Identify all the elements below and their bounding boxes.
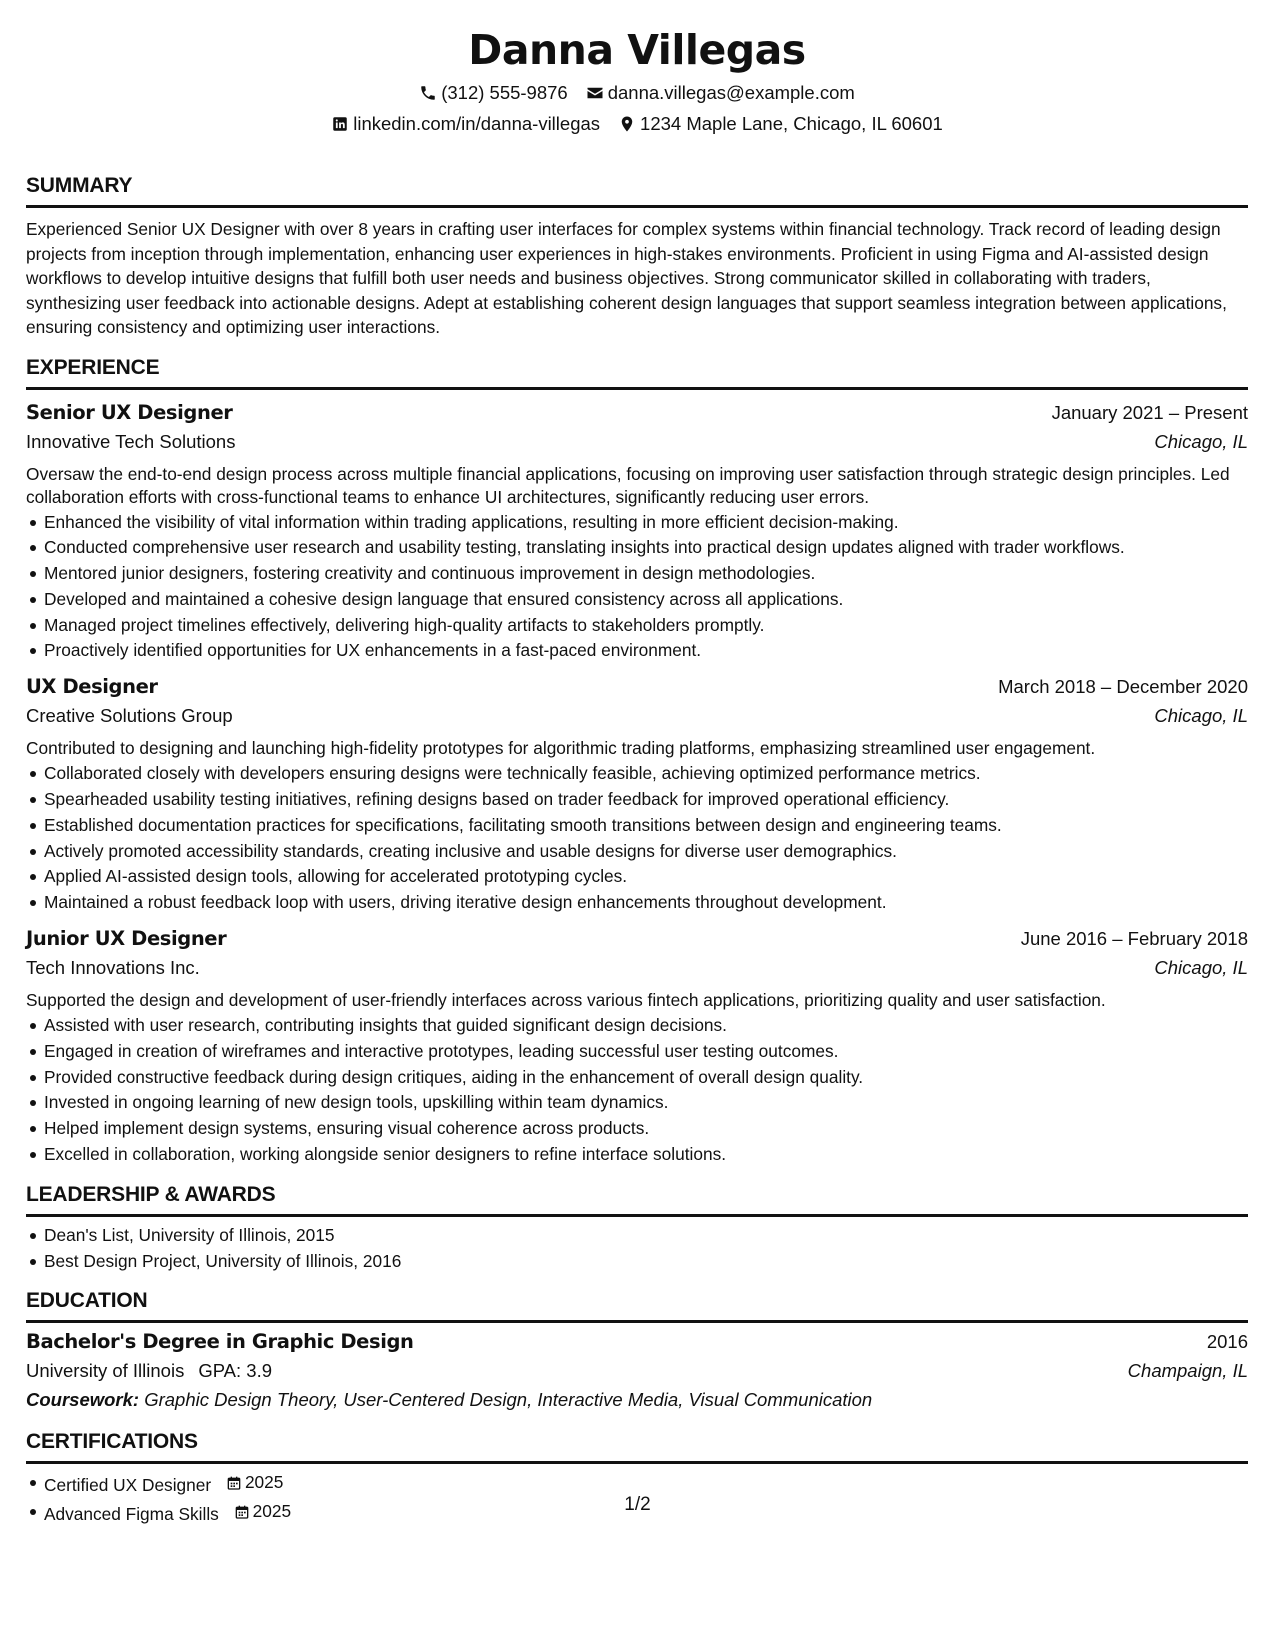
job-location: Chicago, IL xyxy=(1154,430,1248,452)
job-dates: January 2021 – Present xyxy=(1051,401,1248,423)
job-dates: March 2018 – December 2020 xyxy=(998,676,1248,698)
linkedin-contact[interactable] xyxy=(331,113,600,135)
list-item: Managed project timelines effectively, delivering high-quality artifacts to stakeholders promptly. xyxy=(44,613,1248,639)
coursework-label: Coursework: xyxy=(26,1389,140,1411)
linkedin-url[interactable]: linkedin.com/in/danna-villegas xyxy=(353,113,601,134)
list-item: Best Design Project, University of Illinois, 2016 xyxy=(44,1249,1248,1275)
phone-icon xyxy=(419,84,437,102)
list-item: Engaged in creation of wireframes and interactive prototypes, leading successful user testing outcomes. xyxy=(44,1039,1248,1065)
job-title: UX Designer xyxy=(26,675,158,699)
job-bullets xyxy=(26,761,1248,916)
address-text: 1234 Maple Lane, Chicago, IL 60601 xyxy=(640,113,943,134)
coursework-list: Graphic Design Theory, User-Centered Design, Interactive Media, Visual Communication xyxy=(144,1389,873,1411)
job-location: Chicago, IL xyxy=(1154,705,1248,727)
contact-row-2 xyxy=(26,113,1248,135)
summary-text: Experienced Senior UX Designer with over 8 years in crafting user interfaces for complex systems within financial technology. Track record of leading design projects from inception through implementation, enhancing user experiences in high-stakes environments. Proficient in using Figma and AI-assisted design workflows to develop intuitive designs that fulfill both user needs and business objectives. Strong communicator skilled in collaborating with traders, synthesizing user feedback into actionable designs. Adept at establishing coherent design languages that support seamless integration between applications, ensuring consistency and optimizing user interactions. xyxy=(26,219,1227,337)
cert-year: 2025 xyxy=(244,1472,284,1493)
email-contact[interactable] xyxy=(586,82,855,104)
job-company: Creative Solutions Group xyxy=(26,705,233,727)
job-dates: June 2016 – February 2018 xyxy=(1020,928,1248,950)
calendar-icon xyxy=(226,1475,242,1491)
resume-page xyxy=(26,0,1248,1528)
envelope-icon xyxy=(586,84,604,102)
education-heading: EDUCATION xyxy=(26,1288,1248,1323)
job-company: Innovative Tech Solutions xyxy=(26,430,236,452)
job-bullets xyxy=(26,1013,1248,1168)
phone-contact xyxy=(419,82,568,104)
contact-row-1 xyxy=(26,82,1248,104)
job-description: Oversaw the end-to-end design process across multiple financial applications, focusing on improving user satisfaction through strategic design principles. Led collaboration efforts with cross-functional teams to enhance UI architectures, significantly reducing user errors. xyxy=(26,463,1230,507)
list-item: Mentored junior designers, fostering creativity and continuous improvement in design methodologies. xyxy=(44,561,1248,587)
cert-name: Advanced Figma Skills xyxy=(44,1504,219,1525)
summary-heading: SUMMARY xyxy=(26,173,1248,208)
job-location: Chicago, IL xyxy=(1154,957,1248,979)
gpa-value: GPA: 3.9 xyxy=(198,1360,273,1382)
leadership-list xyxy=(26,1223,1248,1275)
certifications-heading: CERTIFICATIONS xyxy=(26,1429,1248,1464)
list-item: Enhanced the visibility of vital information within trading applications, resulting in more efficient decision-making. xyxy=(44,510,1248,536)
job-description: Supported the design and development of user-friendly interfaces across various fintech applications, prioritizing quality and user satisfaction. xyxy=(26,990,1106,1011)
list-item: Dean's List, University of Illinois, 2015 xyxy=(44,1223,1248,1249)
list-item: Maintained a robust feedback loop with users, driving iterative design enhancements throughout development. xyxy=(44,890,1248,916)
cert-date xyxy=(226,1470,283,1496)
job-title: Junior UX Designer xyxy=(26,927,227,951)
map-pin-icon xyxy=(618,115,636,133)
list-item: Helped implement design systems, ensuring visual coherence across products. xyxy=(44,1116,1248,1142)
email-address[interactable]: danna.villegas@example.com xyxy=(607,82,855,103)
school-name: University of Illinois xyxy=(26,1360,185,1382)
linkedin-icon xyxy=(331,115,349,133)
job-entry xyxy=(26,398,1248,665)
phone-number: (312) 555-9876 xyxy=(441,82,568,103)
job-bullets xyxy=(26,510,1248,665)
cert-year: 2025 xyxy=(252,1501,292,1522)
experience-heading: EXPERIENCE xyxy=(26,355,1248,390)
job-entry xyxy=(26,924,1248,1168)
degree-title: Bachelor's Degree in Graphic Design xyxy=(26,1330,414,1354)
page-number: 1/2 xyxy=(624,1494,651,1515)
school-location: Champaign, IL xyxy=(1127,1360,1248,1382)
coursework-line xyxy=(26,1385,1248,1415)
list-item: Applied AI-assisted design tools, allowing for accelerated prototyping cycles. xyxy=(44,864,1248,890)
graduation-year: 2016 xyxy=(1206,1331,1248,1353)
education-entry xyxy=(26,1327,1248,1415)
list-item: Collaborated closely with developers ensuring designs were technically feasible, achieving optimized performance metrics. xyxy=(44,761,1248,787)
address-contact xyxy=(618,113,943,135)
leadership-heading: LEADERSHIP & AWARDS xyxy=(26,1182,1248,1217)
list-item: Proactively identified opportunities for UX enhancements in a fast-paced environment. xyxy=(44,638,1248,664)
list-item: Established documentation practices for specifications, facilitating smooth transitions between design and engineering teams. xyxy=(44,813,1248,839)
list-item: Conducted comprehensive user research and usability testing, translating insights into practical design updates aligned with trader workflows. xyxy=(44,535,1248,561)
job-company: Tech Innovations Inc. xyxy=(26,957,200,979)
job-description: Contributed to designing and launching high-fidelity prototypes for algorithmic trading platforms, emphasizing streamlined user engagement. xyxy=(26,738,1096,759)
list-item: Actively promoted accessibility standards, creating inclusive and usable designs for diverse user demographics. xyxy=(44,839,1248,865)
list-item: Excelled in collaboration, working alongside senior designers to refine interface solutions. xyxy=(44,1142,1248,1168)
candidate-name: Danna Villegas xyxy=(468,26,806,74)
list-item: Invested in ongoing learning of new design tools, upskilling within team dynamics. xyxy=(44,1090,1248,1116)
list-item: Assisted with user research, contributing insights that guided significant design decisions. xyxy=(44,1013,1248,1039)
job-title: Senior UX Designer xyxy=(26,400,233,424)
cert-name: Certified UX Designer xyxy=(44,1475,212,1496)
list-item: Spearheaded usability testing initiatives, refining designs based on trader feedback for improved operational efficiency. xyxy=(44,787,1248,813)
list-item: Provided constructive feedback during design critiques, aiding in the enhancement of overall design quality. xyxy=(44,1065,1248,1091)
list-item: Developed and maintained a cohesive design language that ensured consistency across all applications. xyxy=(44,587,1248,613)
job-entry xyxy=(26,672,1248,916)
